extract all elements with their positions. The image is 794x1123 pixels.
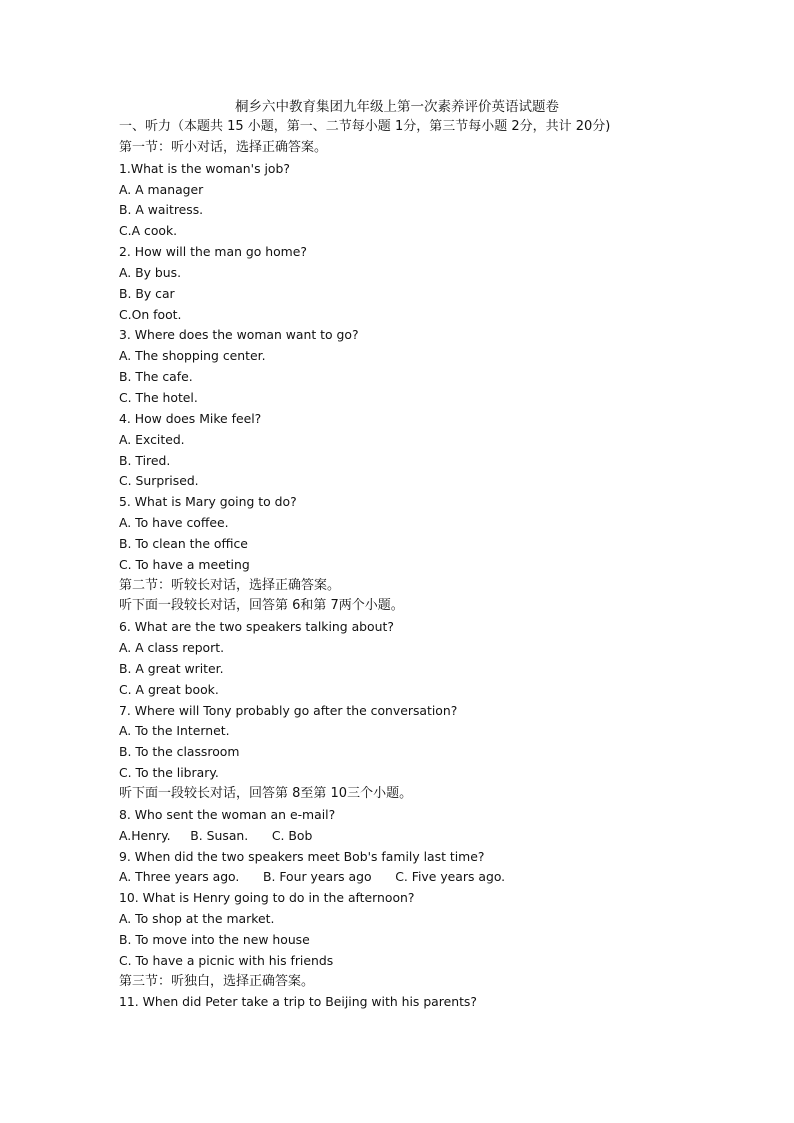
question-line: A. A class report.: [119, 640, 225, 656]
question-line: A. To shop at the market.: [119, 911, 275, 927]
question-line: C.A cook.: [119, 223, 178, 239]
page-title: 桐乡六中教育集团九年级上第一次素养评价英语试题卷: [235, 99, 559, 115]
question-line: 11. When did Peter take a trip to Beijing with his parents?: [119, 994, 477, 1010]
question-line: 1.What is the woman's job?: [119, 160, 290, 176]
question-line: A.Henry. B. Susan. C. Bob: [119, 827, 313, 843]
section-heading: 听下面一段较长对话，回答第 8至第 10三个小题。: [119, 786, 413, 801]
section-heading: 听下面一段较长对话，回答第 6和第 7两个小题。: [119, 598, 404, 614]
section-heading: 一、听力（本题共 15 小题，第一、二节每小题 1分，第三节每小题 2分，共计 20分): [119, 119, 611, 134]
question-line: 10. What is Henry going to do in the afternoon?: [119, 890, 415, 906]
question-line: 3. Where does the woman want to go?: [119, 327, 359, 343]
question-line: 5. What is Mary going to do?: [119, 494, 297, 510]
question-line: C. A great book.: [119, 681, 219, 697]
question-line: C. Surprised.: [119, 473, 199, 489]
question-line: A. Excited.: [119, 431, 185, 447]
question-line: A. Three years ago. B. Four years ago C. Five years ago.: [119, 869, 506, 885]
section-heading: 第一节：听小对话，选择正确答案。: [119, 139, 328, 155]
question-line: 4. How does Mike feel?: [119, 410, 262, 426]
question-line: B. The cafe.: [119, 369, 193, 385]
question-line: C. The hotel.: [119, 389, 198, 405]
question-line: B. By car: [119, 285, 175, 301]
question-line: A. To the Internet.: [119, 723, 230, 739]
question-line: 6. What are the two speakers talking about?: [119, 619, 394, 635]
section-heading: 第二节：听较长对话，选择正确答案。: [119, 577, 341, 593]
question-line: A. To have coffee.: [119, 515, 229, 531]
section-heading: 第三节：听独白，选择正确答案。: [119, 973, 315, 989]
question-line: 7. Where will Tony probably go after the conversation?: [119, 702, 458, 718]
question-line: A. A manager: [119, 181, 204, 197]
question-line: 9. When did the two speakers meet Bob's family last time?: [119, 848, 485, 864]
question-line: B. A great writer.: [119, 660, 224, 676]
question-line: B. A waitress.: [119, 202, 204, 218]
question-line: B. Tired.: [119, 452, 171, 468]
question-line: 8. Who sent the woman an e-mail?: [119, 806, 336, 822]
exam-content: [119, 117, 759, 1013]
question-line: C.On foot.: [119, 306, 182, 322]
question-line: C. To the library.: [119, 765, 219, 781]
question-line: C. To have a picnic with his friends: [119, 952, 334, 968]
question-line: B. To clean the office: [119, 535, 248, 551]
question-line: 2. How will the man go home?: [119, 244, 307, 260]
question-line: A. The shopping center.: [119, 348, 266, 364]
question-line: A. By bus.: [119, 264, 182, 280]
question-line: C. To have a meeting: [119, 556, 250, 572]
question-line: B. To the classroom: [119, 744, 240, 760]
question-line: B. To move into the new house: [119, 931, 310, 947]
